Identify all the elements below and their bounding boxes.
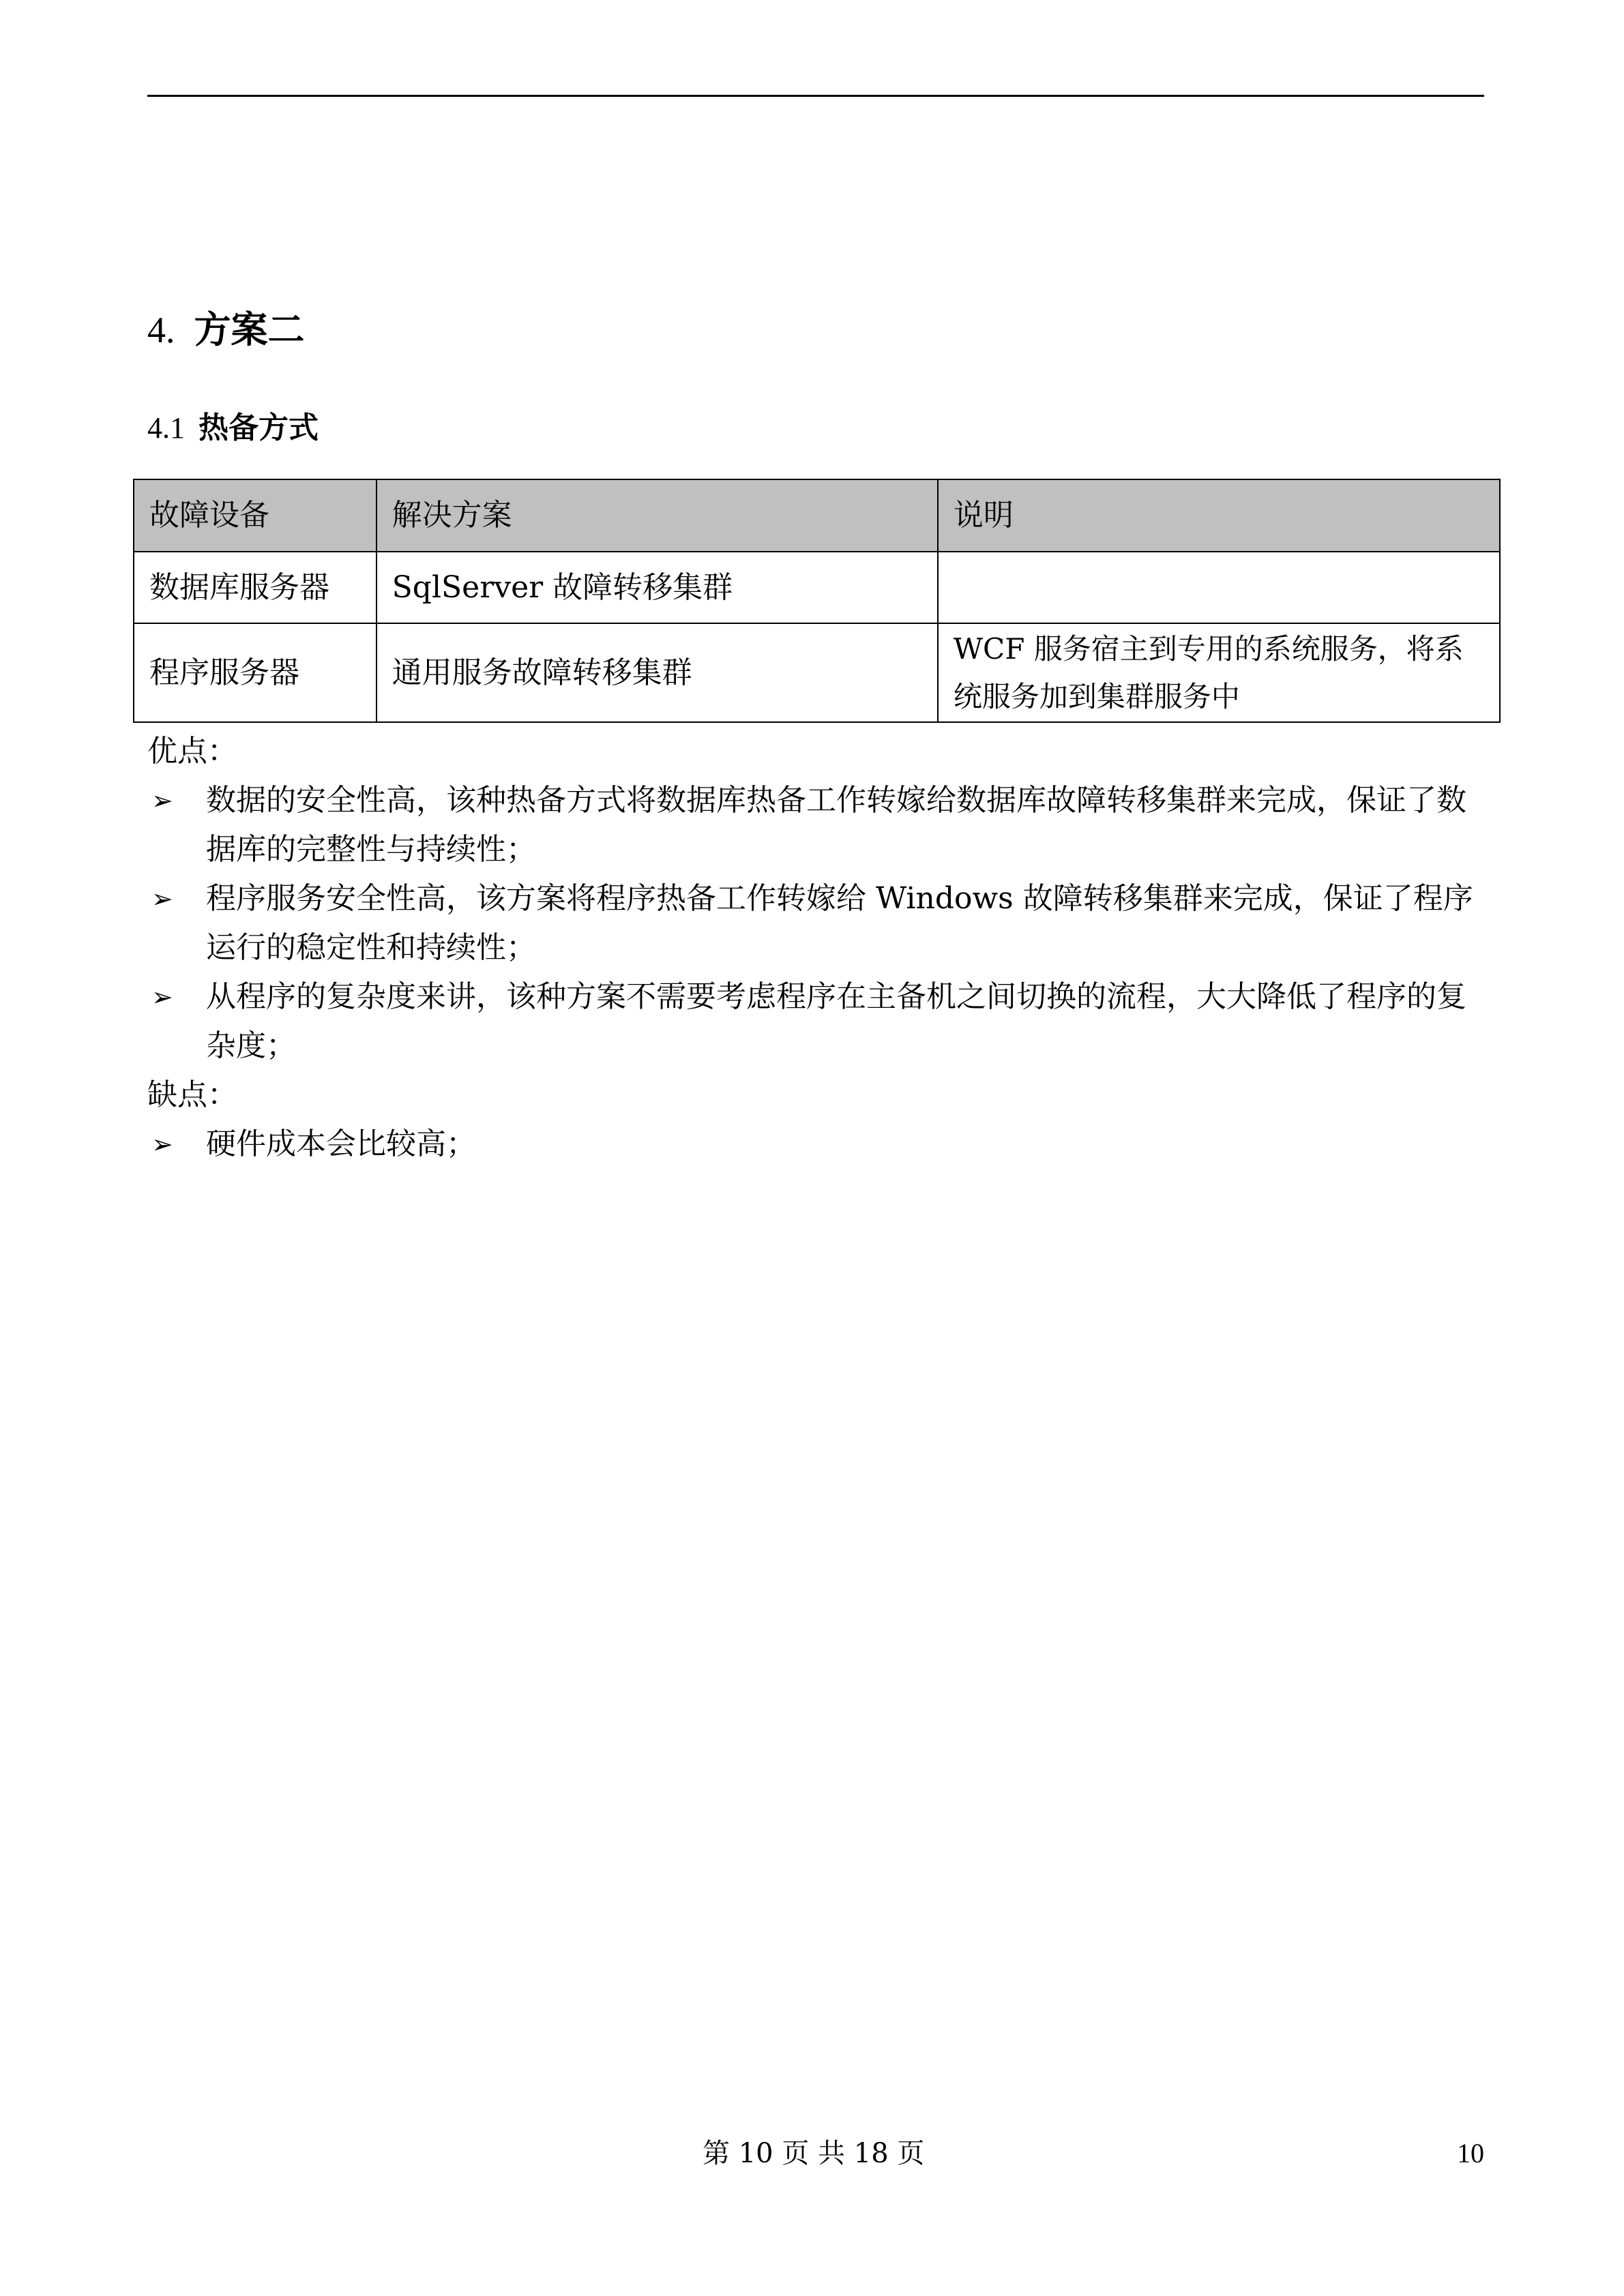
subsection-title: 热备方式 xyxy=(198,411,319,445)
pros-label: 优点： xyxy=(147,734,237,769)
subsection-heading xyxy=(147,408,319,449)
table-header-row xyxy=(134,479,1500,552)
pros-cons xyxy=(147,727,1486,1169)
arrow-bullet-icon: ➢ xyxy=(151,1129,173,1159)
table-row xyxy=(134,552,1500,623)
table-cell: WCF 服务宿主到专用的系统服务，将系统服务加到集群服务中 xyxy=(938,623,1500,722)
list-item: ➢ 程序服务安全性高，该方案将程序热备工作转嫁给 Windows 故障转移集群来完成，保证了程序运行的稳定性和持续性； xyxy=(147,874,1486,972)
table-cell xyxy=(938,552,1500,623)
table-cell: 程序服务器 xyxy=(134,623,377,722)
table-cell: 数据库服务器 xyxy=(134,552,377,623)
table-cell: SqlServer 故障转移集群 xyxy=(377,552,938,623)
subsection-number: 4.1 xyxy=(147,411,185,445)
cons-label: 缺点： xyxy=(147,1077,237,1112)
table-row xyxy=(134,623,1500,722)
failover-table xyxy=(133,479,1501,723)
arrow-bullet-icon: ➢ xyxy=(151,982,173,1012)
section-heading xyxy=(147,305,305,355)
section-title: 方案二 xyxy=(194,308,305,351)
table-header-cell: 说明 xyxy=(938,479,1500,552)
table-header-cell: 故障设备 xyxy=(134,479,377,552)
page-footer: 第 10 页 共 18 页 xyxy=(703,2138,925,2169)
header-rule xyxy=(147,95,1484,97)
table-cell: 通用服务故障转移集群 xyxy=(377,623,938,722)
section-number: 4. xyxy=(147,310,175,351)
list-item: ➢ 硬件成本会比较高； xyxy=(147,1120,1486,1169)
arrow-bullet-icon: ➢ xyxy=(151,786,173,816)
list-item: ➢ 数据的安全性高，该种热备方式将数据库热备工作转嫁给数据库故障转移集群来完成，保证了数据库的完整性与持续性； xyxy=(147,776,1486,874)
page-number: 10 xyxy=(1457,2138,1484,2168)
table-header-cell: 解决方案 xyxy=(377,479,938,552)
list-item: ➢ 从程序的复杂度来讲，该种方案不需要考虑程序在主备机之间切换的流程，大大降低了程序的复杂度； xyxy=(147,972,1486,1071)
arrow-bullet-icon: ➢ xyxy=(151,884,173,914)
